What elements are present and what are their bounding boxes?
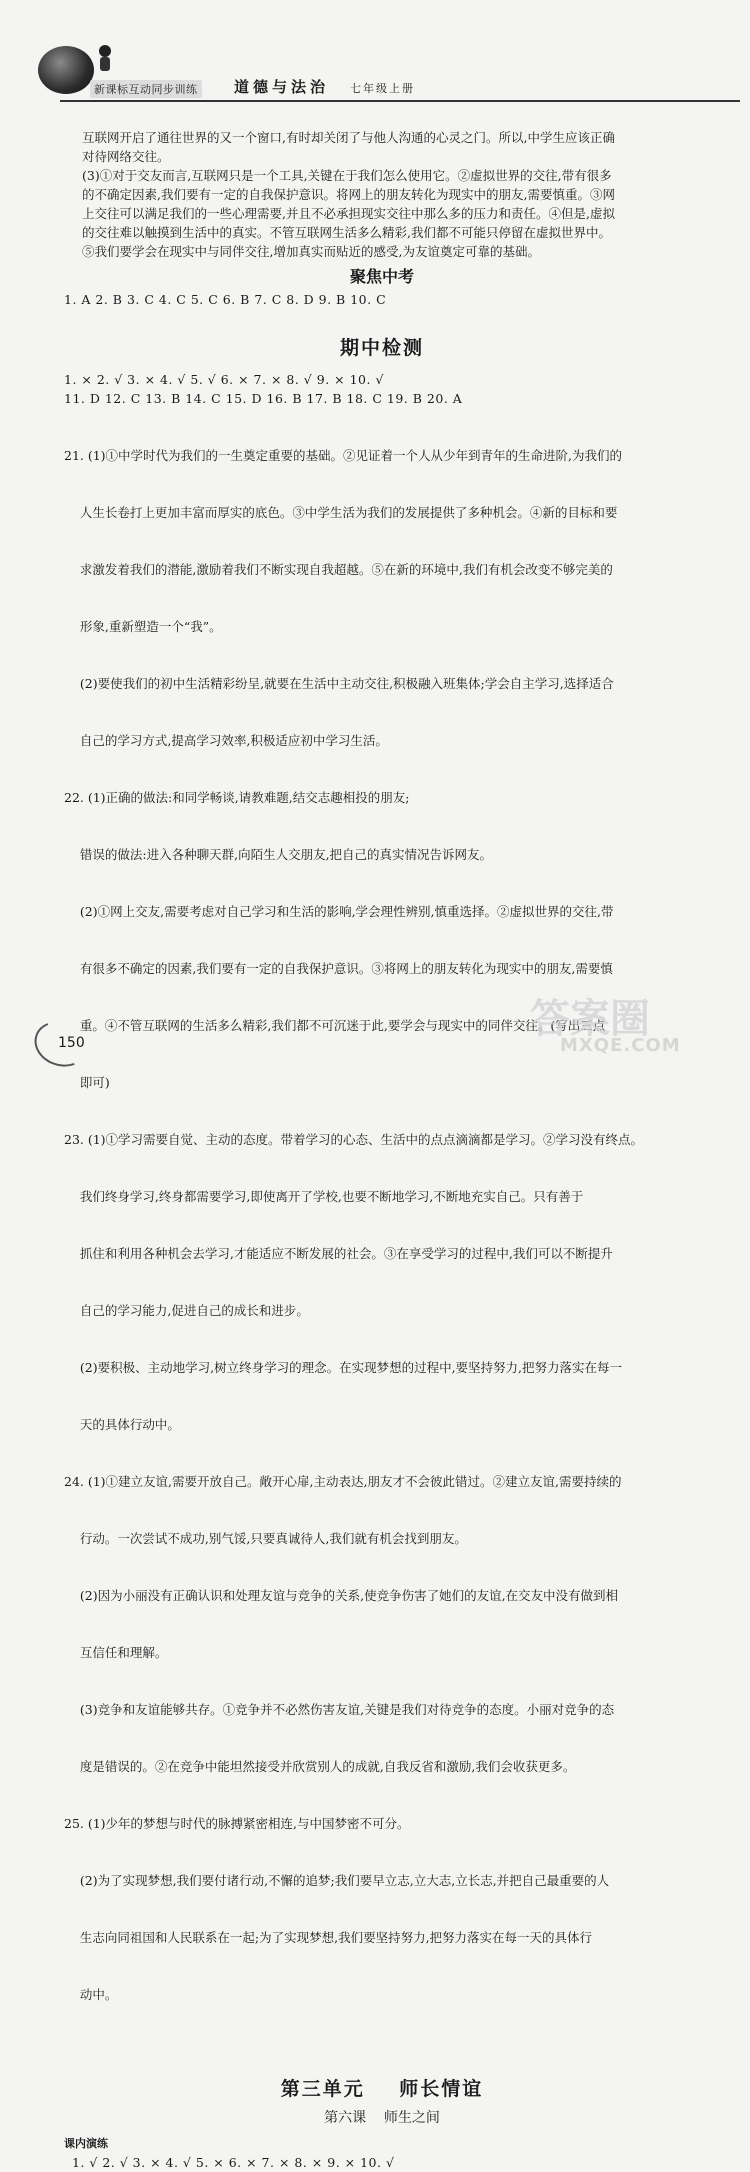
subject-title: 道德与法治	[234, 78, 330, 96]
text-line: 22. (1)正确的做法:和同学畅谈,请教难题,结交志趣相投的朋友;	[64, 790, 410, 805]
text-line: 度是错误的。②在竞争中能坦然接受并欣赏别人的成就,自我反省和激励,我们会收获更多。	[64, 1759, 576, 1774]
text-line: 即可)	[64, 1075, 110, 1090]
text-line: 互信任和理解。	[64, 1645, 168, 1660]
text-line: (2)要使我们的初中生活精彩纷呈,就要在生活中主动交往,积极融入班集体;学会自主学习,选择适合	[64, 676, 614, 691]
unit-heading: 第三单元 师长情谊	[280, 2078, 484, 2100]
answer-key-line: 1. √ 2. √ 3. × 4. √ 5. × 6. × 7. × 8. × 9. × 10. √	[72, 2155, 395, 2170]
text-line: (2)要积极、主动地学习,树立终身学习的理念。在实现梦想的过程中,要坚持努力,把努力落实在每一	[64, 1360, 623, 1375]
student-figure-icon	[94, 44, 116, 74]
text-line: 人生长卷打上更加丰富而厚实的底色。③中学生活为我们的发展提供了多种机会。④新的目标和要	[64, 505, 618, 520]
text-line: 天的具体行动中。	[64, 1417, 180, 1432]
text-line: 抓住和利用各种机会去学习,才能适应不断发展的社会。③在享受学习的过程中,我们可以不断提升	[64, 1246, 613, 1261]
text-line: 我们终身学习,终身都需要学习,即使离开了学校,也要不断地学习,不断地充实自己。只有善于	[64, 1189, 584, 1204]
text-line: 形象,重新塑造一个“我”。	[64, 619, 222, 634]
section-heading-midterm: 期中检测	[339, 337, 424, 359]
text-line: 上交往可以满足我们的一些心理需要,并且不必承担现实交往中那么多的压力和责任。④但是,虚拟	[82, 206, 615, 221]
text-line: (2)①网上交友,需要考虑对自己学习和生活的影响,学会理性辨别,慎重选择。②虚拟世界的交往,带	[64, 904, 614, 919]
text-line: 错误的做法:进入各种聊天群,向陌生人交朋友,把自己的真实情况告诉网友。	[64, 847, 493, 862]
text-line: (2)为了实现梦想,我们要付诸行动,不懈的追梦;我们要早立志,立大志,立长志,并把自己最重要的人	[64, 1873, 610, 1888]
text-line: 行动。一次尝试不成功,别气馁,只要真诚待人,我们就有机会找到朋友。	[64, 1531, 467, 1546]
answer-key-line: 1. A 2. B 3. C 4. C 5. C 6. B 7. C 8. D 9. B 10. C	[64, 292, 387, 307]
text-line: 的不确定因素,我们要有一定的自我保护意识。将网上的朋友转化为现实中的朋友,需要慎重。③网	[82, 187, 615, 202]
watermark-title: 答案圈	[530, 996, 650, 1042]
grade-label: 七年级上册	[350, 82, 415, 95]
text-line: (2)因为小丽没有正确认识和处理友谊与竞争的关系,使竞争伤害了她们的友谊,在交友中没有做到相	[64, 1588, 619, 1603]
text-line: 生志向同祖国和人民联系在一起;为了实现梦想,我们要坚持努力,把努力落实在每一天的具体行	[64, 1930, 593, 1945]
header-divider	[60, 100, 740, 102]
text-line: 24. (1)①建立友谊,需要开放自己。敞开心扉,主动表达,朋友才不会彼此错过。②建立友谊,需要持续的	[64, 1474, 622, 1489]
section-heading-focus: 聚焦中考	[349, 267, 414, 286]
text-line: (3)①对于交友而言,互联网只是一个工具,关键在于我们怎么使用它。②虚拟世界的交往,带有很多	[82, 168, 612, 183]
text-line: 重。④不管互联网的生活多么精彩,我们都不可沉迷于此,要学会与现实中的同伴交往。(写出三点	[64, 1018, 606, 1033]
text-line: ⑤我们要学会在现实中与同伴交往,增加真实而贴近的感受,为友谊奠定可靠的基础。	[82, 244, 540, 259]
page-header	[20, 40, 730, 100]
text-line: 21. (1)①中学时代为我们的一生奠定重要的基础。②见证着一个人从少年到青年的生命进阶,为我们的	[64, 448, 623, 463]
answer-key-line: 1. × 2. √ 3. × 4. √ 5. √ 6. × 7. × 8. √ 9. × 10. √	[64, 372, 384, 387]
globe-logo-icon	[38, 46, 94, 94]
practice-label: 课内演练	[64, 2137, 108, 2150]
lesson-heading: 第六课 师生之间	[324, 2110, 440, 2126]
series-name: 新课标互动同步训练	[90, 80, 202, 98]
page-number: 150	[58, 1035, 85, 1051]
text-line: 的交往难以触摸到生活中的真实。不管互联网生活多么精彩,我们都不可能只停留在虚拟世界中。	[82, 225, 611, 240]
text-line: 自己的学习能力,促进自己的成长和进步。	[64, 1303, 309, 1318]
text-line: 23. (1)①学习需要自觉、主动的态度。带着学习的心态、生活中的点点滴滴都是学习。②学习没有终点。	[64, 1132, 644, 1147]
text-line: 25. (1)少年的梦想与时代的脉搏紧密相连,与中国梦密不可分。	[64, 1816, 410, 1831]
watermark-url: MXQE.COM	[560, 1035, 681, 1056]
text-line: (3)竞争和友谊能够共存。①竞争并不必然伤害友谊,关键是我们对待竞争的态度。小丽对竞争的态	[64, 1702, 615, 1717]
answer-key-line: 11. D 12. C 13. B 14. C 15. D 16. B 17. B 18. C 19. B 20. A	[64, 391, 463, 406]
text-line: 自己的学习方式,提高学习效率,积极适应初中学习生活。	[64, 733, 388, 748]
question-answers	[64, 408, 682, 2042]
text-line: 有很多不确定的因素,我们要有一定的自我保护意识。③将网上的朋友转化为现实中的朋友,需要慎	[64, 961, 613, 976]
watermark	[530, 987, 730, 1067]
text-line: 动中。	[64, 1987, 118, 2002]
text-line: 对待网络交往。	[82, 149, 170, 164]
text-line: 求激发着我们的潜能,激励着我们不断实现自我超越。⑤在新的环境中,我们有机会改变不够完美的	[64, 562, 613, 577]
text-line: 互联网开启了通往世界的又一个窗口,有时却关闭了与他人沟通的心灵之门。所以,中学生应该正确	[82, 130, 615, 145]
